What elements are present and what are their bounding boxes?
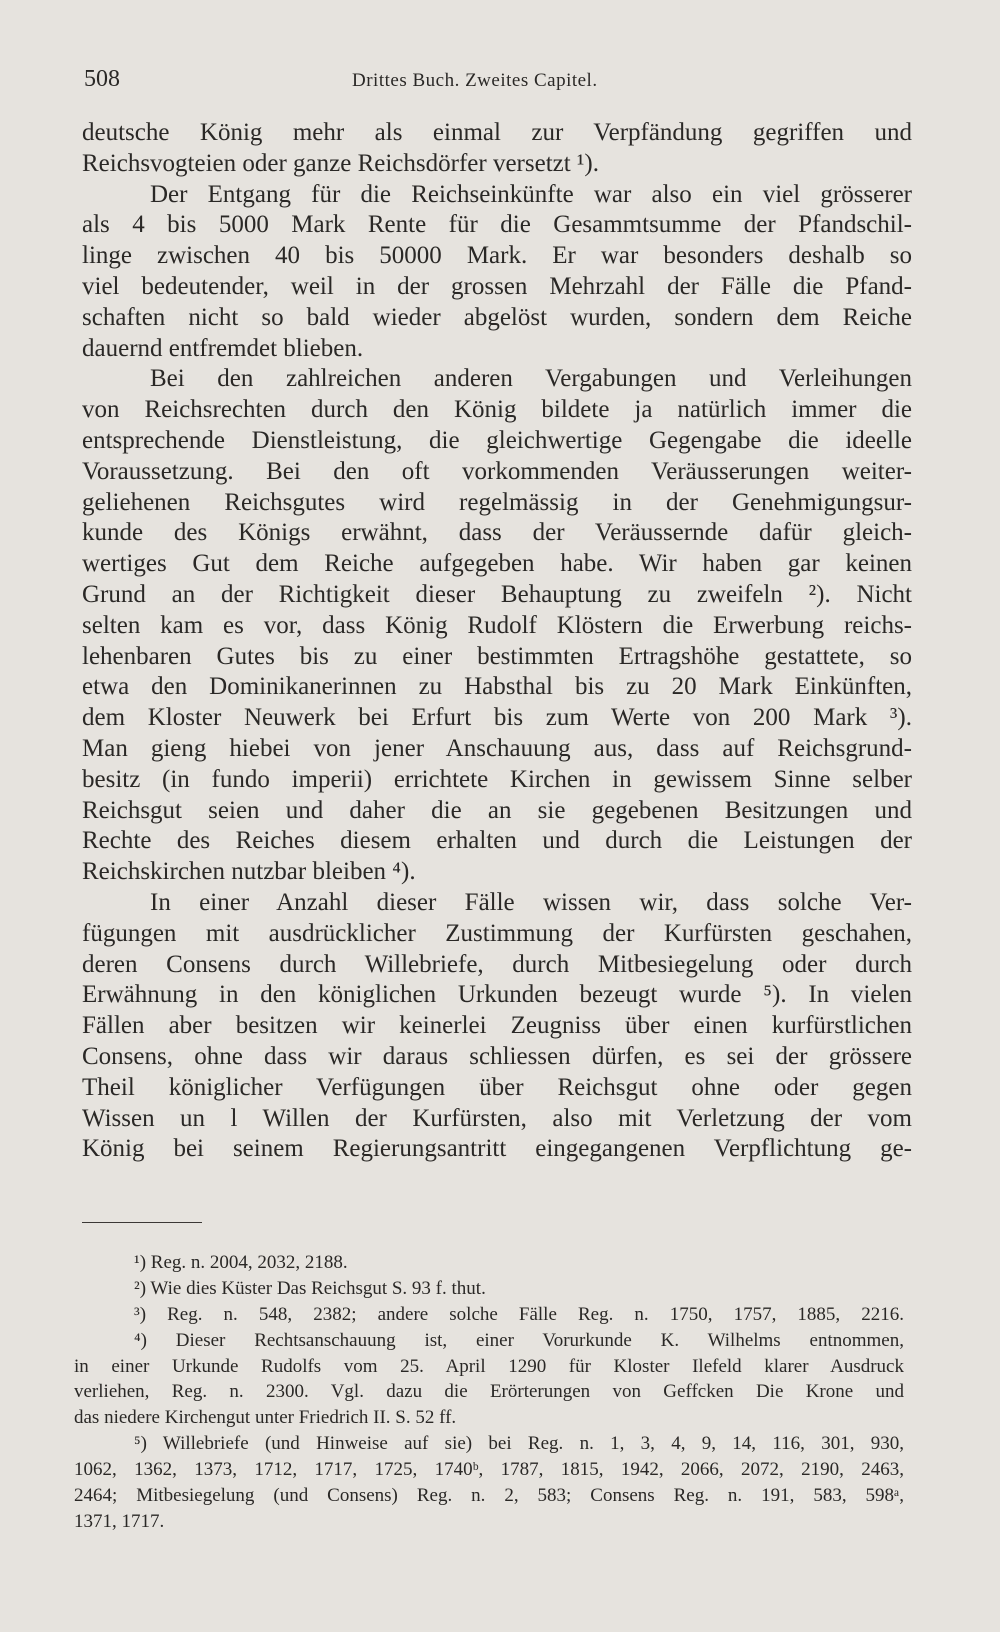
footnote-line: ⁴) Dieser Rechtsanschauung ist, einer Vorurkunde K. Wilhelms entnommen, xyxy=(134,1329,904,1351)
text-line: Bei den zahlreichen anderen Vergabungen und Verleihungen xyxy=(150,365,912,393)
text-line: Grund an der Richtigkeit dieser Behauptung zu zweifeln ²). Nicht xyxy=(82,580,912,608)
text-line: viel bedeutender, weil in der grossen Mehrzahl der Fälle die Pfand- xyxy=(82,272,912,300)
text-line: lehenbaren Gutes bis zu einer bestimmten Ertragshöhe gestattete, so xyxy=(82,642,912,670)
text-line: Der Entgang für die Reichseinkünfte war also ein viel grösserer xyxy=(150,180,912,208)
text-line: selten kam es vor, dass König Rudolf Klöstern die Erwerbung reichs- xyxy=(82,611,912,639)
text-line: deutsche König mehr als einmal zur Verpfändung gegriffen und xyxy=(82,119,912,146)
footnote-line: 1062, 1362, 1373, 1712, 1717, 1725, 1740ᵇ, 1787, 1815, 1942, 2066, 2072, 2190, 2463, xyxy=(74,1459,904,1481)
text-line: geliehenen Reichsgutes wird regelmässig in der Genehmigungsur- xyxy=(82,488,912,516)
text-line: wertiges Gut dem Reiche aufgegeben habe. Wir haben gar keinen xyxy=(82,550,912,578)
text-line: In einer Anzahl dieser Fälle wissen wir, dass solche Ver- xyxy=(150,888,912,916)
text-line: Wissen un l Willen der Kurfürsten, also mit Verletzung der vom xyxy=(82,1104,912,1132)
text-line: Reichsgut seien und daher die an sie gegebenen Besitzungen und xyxy=(82,796,912,824)
text-line: Fällen aber besitzen wir keinerlei Zeugniss über einen kurfürstlichen xyxy=(82,1012,912,1040)
footnote-line: 1371, 1717. xyxy=(74,1510,165,1532)
text-line: König bei seinem Regierungsantritt eingegangenen Verpflichtung ge- xyxy=(82,1135,912,1163)
text-line: Rechte des Reiches diesem erhalten und durch die Leistungen der xyxy=(82,827,912,855)
text-line: schaften nicht so bald wieder abgelöst wurden, sondern dem Reiche xyxy=(82,303,912,331)
text-line: fügungen mit ausdrücklicher Zustimmung der Kurfürsten geschahen, xyxy=(82,919,912,947)
footnote-divider xyxy=(82,1222,202,1223)
main-text xyxy=(82,118,912,1165)
text-line: als 4 bis 5000 Mark Rente für die Gesammtsumme der Pfandschil- xyxy=(82,211,912,239)
running-head: Drittes Buch. Zweites Capitel. xyxy=(352,70,598,91)
page-header xyxy=(84,66,914,98)
footnote-line: das niedere Kirchengut unter Friedrich II. S. 52 ff. xyxy=(74,1407,457,1429)
footnote-line: verliehen, Reg. n. 2300. Vgl. dazu die Erörterungen von Geffcken Die Krone und xyxy=(74,1381,904,1403)
text-line: Theil königlicher Verfügungen über Reichsgut ohne oder gegen xyxy=(82,1073,912,1101)
text-line: Reichskirchen nutzbar bleiben ⁴). xyxy=(82,858,416,886)
text-line: besitz (in fundo imperii) errichtete Kirchen in gewissem Sinne selber xyxy=(82,765,912,793)
text-line: dauernd entfremdet blieben. xyxy=(82,334,364,362)
footnote-line: ¹) Reg. n. 2004, 2032, 2188. xyxy=(134,1252,348,1273)
text-line: von Reichsrechten durch den König bildete ja natürlich immer die xyxy=(82,396,912,424)
text-line: Voraussetzung. Bei den oft vorkommenden Veräusserungen weiter- xyxy=(82,457,912,485)
footnotes xyxy=(74,1250,904,1535)
text-line: Erwähnung in den königlichen Urkunden bezeugt wurde ⁵). In vielen xyxy=(82,981,912,1009)
text-line: Reichsvogteien oder ganze Reichsdörfer versetzt ¹). xyxy=(82,149,600,177)
text-line: kunde des Königs erwähnt, dass der Veräussernde dafür gleich- xyxy=(82,519,912,547)
text-line: linge zwischen 40 bis 50000 Mark. Er war besonders deshalb so xyxy=(82,242,912,270)
footnote-line: ²) Wie dies Küster Das Reichsgut S. 93 f. thut. xyxy=(134,1277,486,1299)
page-number: 508 xyxy=(84,66,120,92)
text-line: Consens, ohne dass wir daraus schliessen dürfen, es sei der grössere xyxy=(82,1042,912,1070)
text-line: Man gieng hiebei von jener Anschauung aus, dass auf Reichsgrund- xyxy=(82,734,912,762)
text-line: etwa den Dominikanerinnen zu Habsthal bis zu 20 Mark Einkünften, xyxy=(82,673,912,701)
text-line: deren Consens durch Willebriefe, durch Mitbesiegelung oder durch xyxy=(82,950,912,978)
footnote-line: ⁵) Willebriefe (und Hinweise auf sie) bei Reg. n. 1, 3, 4, 9, 14, 116, 301, 930, xyxy=(134,1433,904,1455)
footnote-line: 2464; Mitbesiegelung (und Consens) Reg. n. 2, 583; Consens Reg. n. 191, 583, 598ᵃ, xyxy=(74,1485,904,1507)
footnote-line: ³) Reg. n. 548, 2382; andere solche Fälle Reg. n. 1750, 1757, 1885, 2216. xyxy=(134,1303,904,1325)
text-line: dem Kloster Neuwerk bei Erfurt bis zum Werte von 200 Mark ³). xyxy=(82,704,912,732)
text-line: entsprechende Dienstleistung, die gleichwertige Gegengabe die ideelle xyxy=(82,426,912,454)
footnote-line: in einer Urkunde Rudolfs vom 25. April 1290 für Kloster Ilefeld klarer Ausdruck xyxy=(74,1355,904,1377)
